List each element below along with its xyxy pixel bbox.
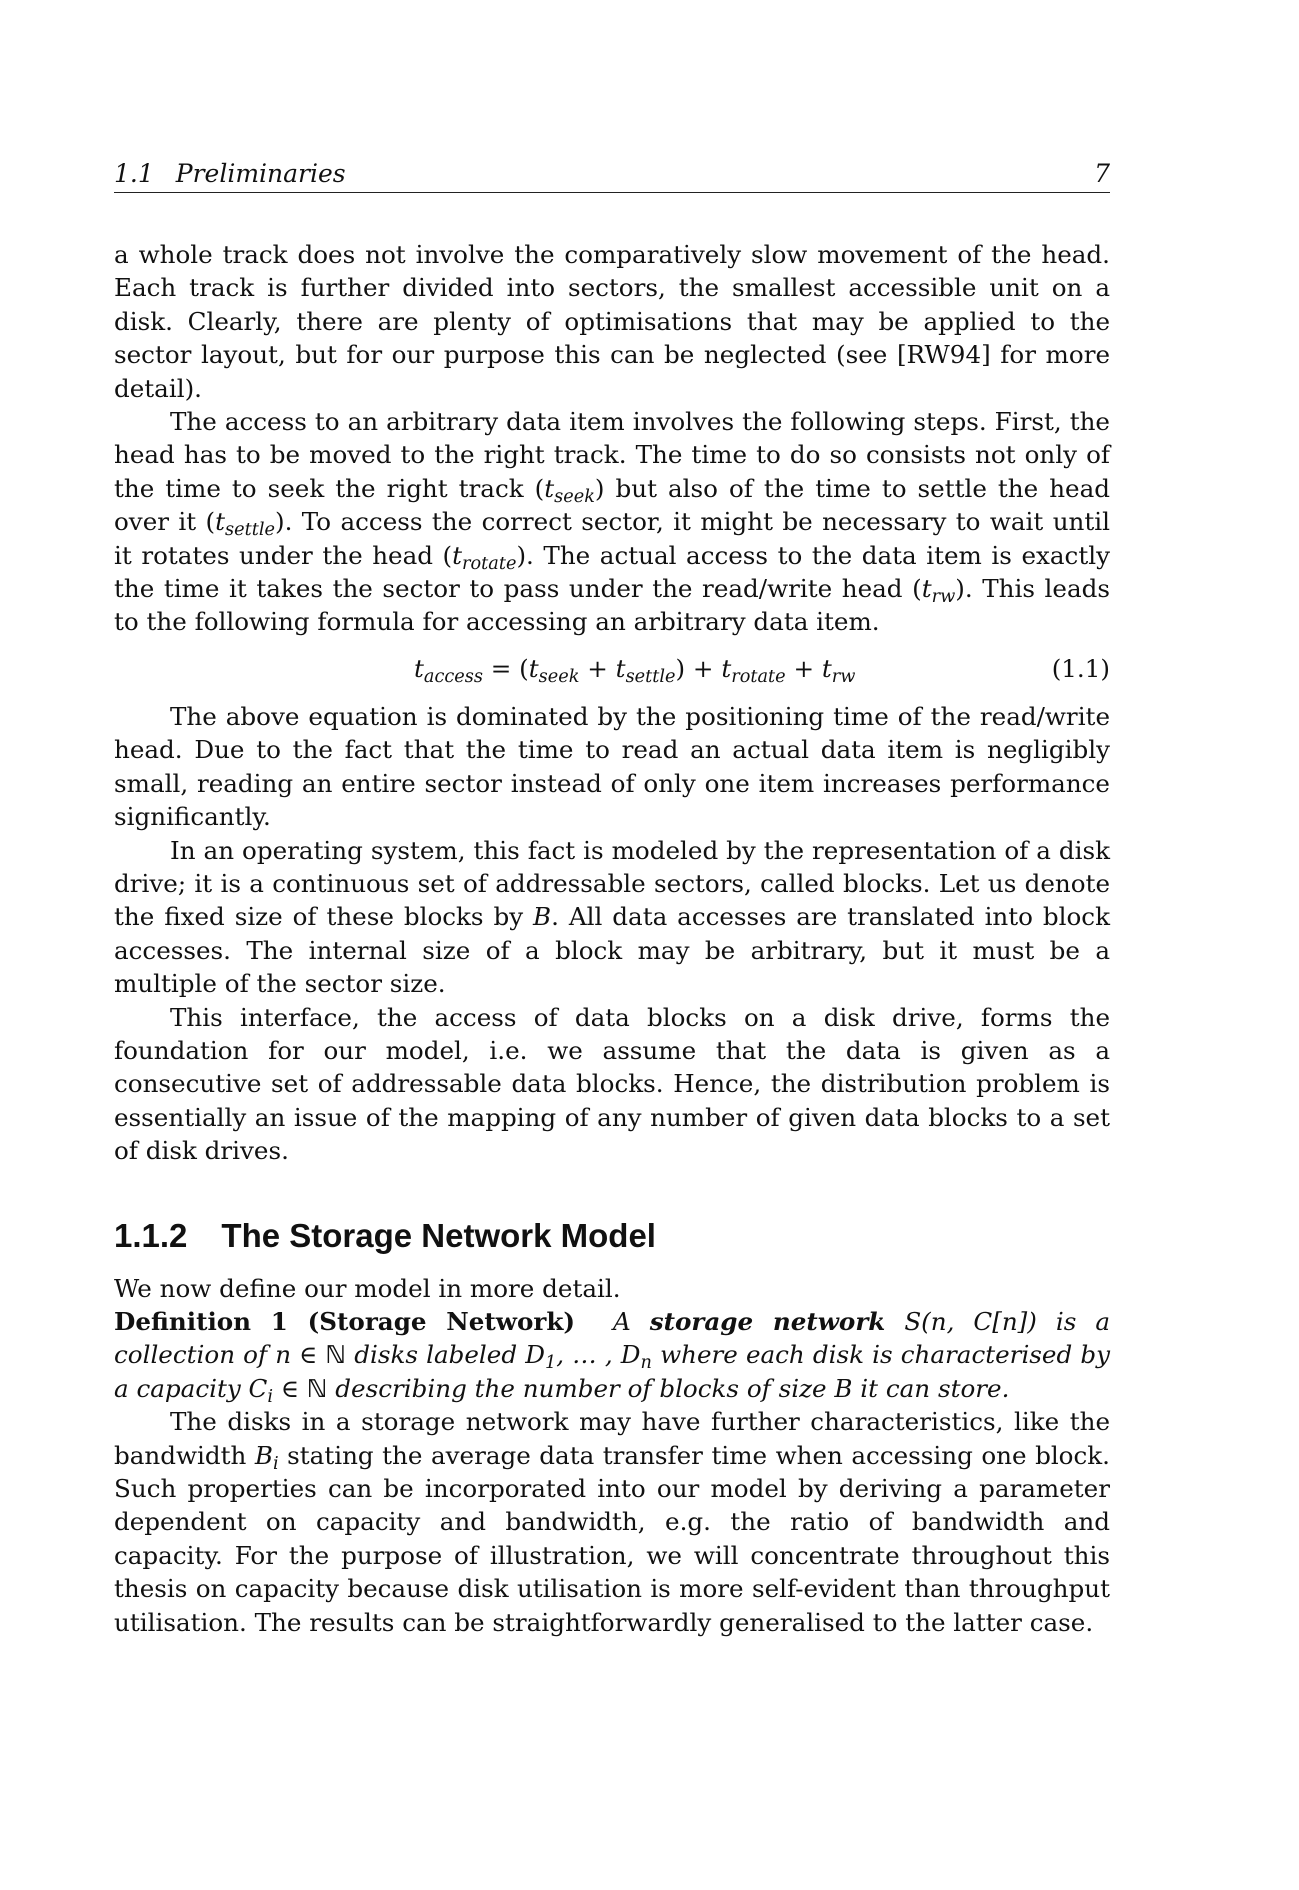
paragraph-1: a whole track does not involve the comparatively slow movement of the head. Each track is further divided into sectors, the smallest accessible unit on a disk. Clearly, there are plenty of optimisations that may be applied to the sector layout, but for our purpose this can be neglected (see [RW94] for more detail). — [114, 240, 1110, 403]
paragraph-3: The above equation is dominated by the positioning time of the read/write head. Due to the fact that the time to read an actual data item is negligibly small, reading an entire sector instead of only one item increases performance significantly. — [114, 701, 1110, 832]
paragraph-7: The disks in a storage network may have further characteristics, like the bandwidth $B_i$ stating the average data transfer time when accessing one block. Such properties can be incorporated into our model by deriving a parameter dependent on capacity and bandwidth, e.g. the ratio of bandwidth and capacity. For the purpose of illustration, we will concentrate throughout this thesis on capacity because disk utilisation is more self-evident than throughput utilisation. The results can be straightforwardly generalised to the latter case. — [114, 1407, 1110, 1637]
equation-body: $t_{access} = (t_{seek} + t_{settle}) + t_{rotate} + t_{rw}$ — [414, 653, 856, 687]
equation-number: (1.1) — [1051, 653, 1110, 683]
paragraph-2: The access to an arbitrary data item involves the following steps. First, the head has to be moved to the right track. The time to do so consists not only of the time to seek the right track $(t_{seek})$ but also of the time to settle the head over it $(t_{settle})$. To access the correct sector, it might be necessary to wait until it rotates under the head $(t_{rotate})$. The actual access to the data item is exactly the time it takes the sector to pass under the read/write head $(t_{rw})$. This leads to the following formula for accessing an arbitrary data item. — [114, 407, 1110, 637]
paragraph-5: This interface, the access of data blocks on a disk drive, forms the foundation for our model, i.e. we assume that the data is given as a consecutive set of addressable data blocks. Hence, the distribution problem is essentially an issue of the mapping of any number of given data blocks to a set of disk drives. — [114, 1002, 1110, 1166]
subsection-heading — [114, 1216, 1110, 1256]
definition-1 — [114, 1305, 1110, 1405]
page-body — [114, 238, 1110, 1639]
page-number: 7 — [1094, 159, 1110, 188]
equation-1-1 — [114, 646, 1110, 692]
subsection-number: 1.1.2 — [114, 1216, 188, 1254]
subsection-title: The Storage Network Model — [221, 1216, 656, 1254]
running-head — [114, 158, 1110, 193]
definition-body: A storage network S(n, C[n]) is a collection of n ∈ ℕ disks labeled $D_1$, … , $D_n$ where each disk is characterised by a capacity $C_i$ ∈ ℕ describing the number of blocks of size B it can store. — [114, 1306, 1111, 1407]
running-head-section-title: Preliminaries — [175, 159, 346, 188]
paragraph-6: We now define our model in more detail. — [114, 1273, 621, 1303]
running-head-section-number: 1.1 — [114, 159, 154, 188]
paragraph-4: In an operating system, this fact is modeled by the representation of a disk drive; it is a continuous set of addressable sectors, called blocks. Let us denote the fixed size of these blocks by B. All data accesses are translated into block accesses. The internal size of a block may be arbitrary, but it must be a multiple of the sector size. — [114, 835, 1110, 999]
definition-label: Definition 1 (Storage Network) — [114, 1306, 575, 1336]
